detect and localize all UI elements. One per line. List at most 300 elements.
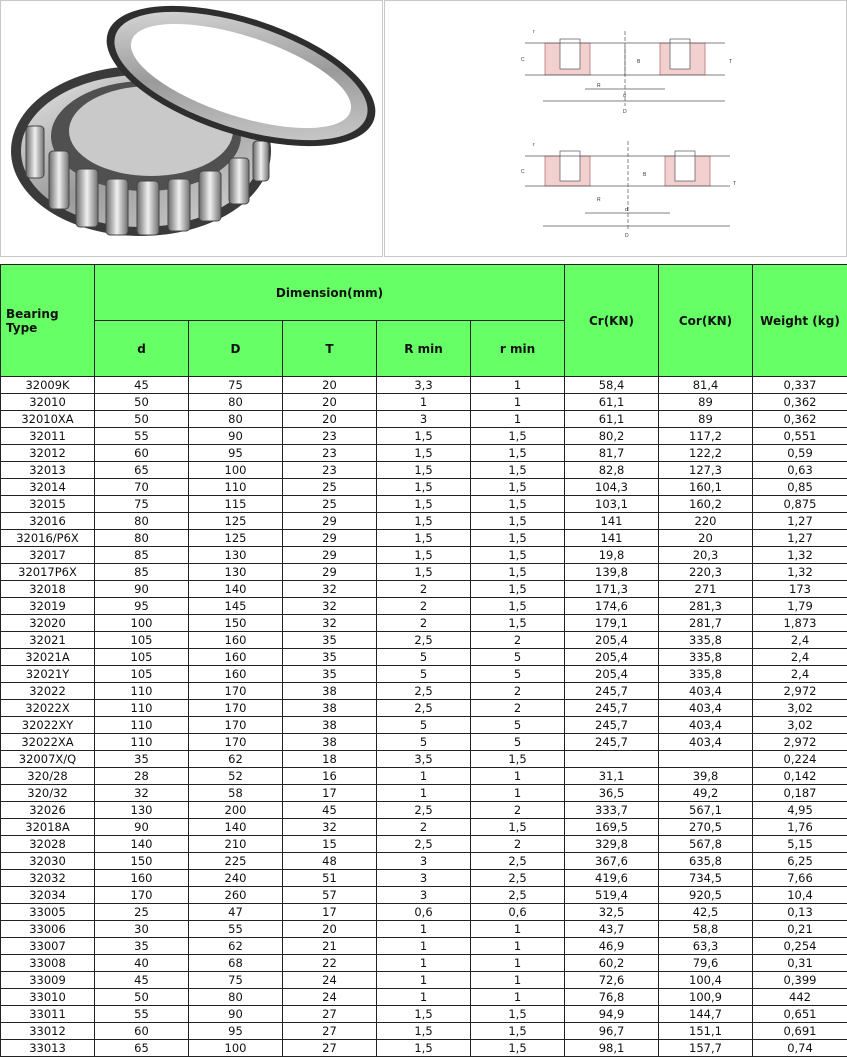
header-T: T xyxy=(283,321,377,377)
cell-cor: 144,7 xyxy=(659,1006,753,1023)
cell-bearing-type: 33006 xyxy=(1,921,95,938)
cell-cr: 179,1 xyxy=(565,615,659,632)
cell-cr: 98,1 xyxy=(565,1040,659,1057)
cell-T: 15 xyxy=(283,836,377,853)
cell-cor: 117,2 xyxy=(659,428,753,445)
cell-r-min: 5 xyxy=(471,649,565,666)
cell-cor: 157,7 xyxy=(659,1040,753,1057)
svg-text:r: r xyxy=(533,142,535,148)
bearing-cross-section-drawing xyxy=(384,0,847,257)
cell-cor: 81,4 xyxy=(659,377,753,394)
cell-weight: 2,4 xyxy=(753,666,847,683)
cell-bearing-type: 32021A xyxy=(1,649,95,666)
cell-R-min: 2,5 xyxy=(377,700,471,717)
cell-cr: 72,6 xyxy=(565,972,659,989)
cell-weight: 0,551 xyxy=(753,428,847,445)
cell-cr: 141 xyxy=(565,530,659,547)
cell-D: 115 xyxy=(189,496,283,513)
cell-R-min: 1 xyxy=(377,785,471,802)
cell-cor: 39,8 xyxy=(659,768,753,785)
cell-cr: 60,2 xyxy=(565,955,659,972)
cell-T: 29 xyxy=(283,530,377,547)
cell-d: 80 xyxy=(95,513,189,530)
table-row xyxy=(1,445,847,462)
cell-R-min: 1,5 xyxy=(377,479,471,496)
cell-T: 38 xyxy=(283,683,377,700)
cell-R-min: 2 xyxy=(377,615,471,632)
cell-weight: 0,63 xyxy=(753,462,847,479)
cell-bearing-type: 32021 xyxy=(1,632,95,649)
cell-cr: 519,4 xyxy=(565,887,659,904)
header-R-min: R min xyxy=(377,321,471,377)
table-row xyxy=(1,530,847,547)
table-row xyxy=(1,1023,847,1040)
cell-D: 100 xyxy=(189,1040,283,1057)
cell-r-min: 1,5 xyxy=(471,598,565,615)
cell-D: 125 xyxy=(189,513,283,530)
cell-R-min: 5 xyxy=(377,717,471,734)
cell-R-min: 1,5 xyxy=(377,530,471,547)
cell-bearing-type: 33008 xyxy=(1,955,95,972)
cell-d: 65 xyxy=(95,462,189,479)
cell-T: 51 xyxy=(283,870,377,887)
cell-R-min: 1,5 xyxy=(377,445,471,462)
cell-r-min: 1,5 xyxy=(471,1006,565,1023)
cell-D: 225 xyxy=(189,853,283,870)
cell-D: 52 xyxy=(189,768,283,785)
bearing-spec-table xyxy=(0,264,847,1057)
cell-d: 140 xyxy=(95,836,189,853)
cell-T: 38 xyxy=(283,717,377,734)
cell-R-min: 2 xyxy=(377,598,471,615)
cell-r-min: 1,5 xyxy=(471,479,565,496)
cell-R-min: 1 xyxy=(377,921,471,938)
cell-r-min: 1,5 xyxy=(471,581,565,598)
cell-D: 47 xyxy=(189,904,283,921)
cell-r-min: 5 xyxy=(471,717,565,734)
cell-cor: 100,4 xyxy=(659,972,753,989)
cell-cor: 403,4 xyxy=(659,734,753,751)
cell-weight: 1,79 xyxy=(753,598,847,615)
cell-D: 170 xyxy=(189,734,283,751)
cell-r-min: 5 xyxy=(471,666,565,683)
cell-r-min: 1 xyxy=(471,785,565,802)
cell-T: 35 xyxy=(283,666,377,683)
cell-weight: 442 xyxy=(753,989,847,1006)
cell-T: 17 xyxy=(283,904,377,921)
cell-d: 60 xyxy=(95,1023,189,1040)
cell-D: 170 xyxy=(189,717,283,734)
cell-weight: 0,31 xyxy=(753,955,847,972)
cell-r-min: 1 xyxy=(471,921,565,938)
cell-weight: 1,27 xyxy=(753,530,847,547)
cell-d: 70 xyxy=(95,479,189,496)
cell-T: 57 xyxy=(283,887,377,904)
cell-r-min: 1 xyxy=(471,989,565,1006)
cell-R-min: 1 xyxy=(377,972,471,989)
svg-text:d: d xyxy=(623,93,626,99)
table-row xyxy=(1,853,847,870)
cell-cr: 171,3 xyxy=(565,581,659,598)
cell-R-min: 1,5 xyxy=(377,428,471,445)
cell-R-min: 1,5 xyxy=(377,513,471,530)
cell-cor: 100,9 xyxy=(659,989,753,1006)
cell-cor: 270,5 xyxy=(659,819,753,836)
cell-R-min: 2,5 xyxy=(377,802,471,819)
table-row xyxy=(1,649,847,666)
cell-cr: 419,6 xyxy=(565,870,659,887)
cell-cr: 81,7 xyxy=(565,445,659,462)
cell-r-min: 1,5 xyxy=(471,445,565,462)
table-row xyxy=(1,836,847,853)
cell-d: 55 xyxy=(95,428,189,445)
cell-D: 170 xyxy=(189,683,283,700)
cell-R-min: 1,5 xyxy=(377,462,471,479)
cell-D: 55 xyxy=(189,921,283,938)
cell-cor xyxy=(659,751,753,768)
cell-cor: 335,8 xyxy=(659,666,753,683)
cell-D: 130 xyxy=(189,564,283,581)
cell-bearing-type: 32022X xyxy=(1,700,95,717)
table-row xyxy=(1,462,847,479)
cell-cr: 61,1 xyxy=(565,411,659,428)
cell-D: 95 xyxy=(189,1023,283,1040)
cell-T: 35 xyxy=(283,649,377,666)
cell-R-min: 3 xyxy=(377,411,471,428)
cell-d: 55 xyxy=(95,1006,189,1023)
cell-T: 32 xyxy=(283,615,377,632)
cell-R-min: 1 xyxy=(377,989,471,1006)
svg-text:T: T xyxy=(733,181,737,187)
table-row xyxy=(1,870,847,887)
cell-weight: 0,875 xyxy=(753,496,847,513)
cell-cr: 31,1 xyxy=(565,768,659,785)
table-row xyxy=(1,751,847,768)
cell-R-min: 2 xyxy=(377,819,471,836)
cell-weight: 0,13 xyxy=(753,904,847,921)
cell-T: 16 xyxy=(283,768,377,785)
cell-cor: 281,7 xyxy=(659,615,753,632)
cell-cor: 89 xyxy=(659,411,753,428)
cell-bearing-type: 32013 xyxy=(1,462,95,479)
svg-text:C: C xyxy=(521,169,525,175)
cell-T: 25 xyxy=(283,479,377,496)
cell-d: 110 xyxy=(95,717,189,734)
cell-weight: 0,254 xyxy=(753,938,847,955)
cell-weight: 0,59 xyxy=(753,445,847,462)
cell-T: 25 xyxy=(283,496,377,513)
cell-weight: 10,4 xyxy=(753,887,847,904)
svg-text:B: B xyxy=(643,172,647,178)
table-row xyxy=(1,564,847,581)
cell-R-min: 5 xyxy=(377,666,471,683)
table-body xyxy=(1,377,847,1057)
cell-r-min: 1,5 xyxy=(471,615,565,632)
cell-R-min: 3 xyxy=(377,887,471,904)
cell-T: 38 xyxy=(283,734,377,751)
cell-r-min: 0,6 xyxy=(471,904,565,921)
cell-bearing-type: 32014 xyxy=(1,479,95,496)
cell-bearing-type: 32018 xyxy=(1,581,95,598)
cell-cor: 79,6 xyxy=(659,955,753,972)
svg-text:d: d xyxy=(625,207,628,213)
cell-cr: 139,8 xyxy=(565,564,659,581)
cell-bearing-type: 33012 xyxy=(1,1023,95,1040)
cell-cr: 333,7 xyxy=(565,802,659,819)
cell-weight: 2,4 xyxy=(753,632,847,649)
cell-weight: 3,02 xyxy=(753,700,847,717)
cell-R-min: 2,5 xyxy=(377,836,471,853)
cell-weight: 7,66 xyxy=(753,870,847,887)
cell-cr: 104,3 xyxy=(565,479,659,496)
cell-r-min: 1,5 xyxy=(471,819,565,836)
cell-cr: 205,4 xyxy=(565,649,659,666)
cell-r-min: 1 xyxy=(471,955,565,972)
cell-weight: 1,32 xyxy=(753,547,847,564)
cell-T: 21 xyxy=(283,938,377,955)
cell-r-min: 2 xyxy=(471,836,565,853)
svg-text:T: T xyxy=(729,59,733,65)
cell-bearing-type: 32032 xyxy=(1,870,95,887)
cell-cr: 103,1 xyxy=(565,496,659,513)
cell-T: 17 xyxy=(283,785,377,802)
cell-D: 140 xyxy=(189,581,283,598)
cell-bearing-type: 33013 xyxy=(1,1040,95,1057)
cell-bearing-type: 32016 xyxy=(1,513,95,530)
cell-r-min: 1 xyxy=(471,938,565,955)
cell-T: 23 xyxy=(283,462,377,479)
cell-cor: 567,8 xyxy=(659,836,753,853)
cell-T: 27 xyxy=(283,1006,377,1023)
cell-cor: 403,4 xyxy=(659,683,753,700)
cell-weight: 0,691 xyxy=(753,1023,847,1040)
cell-R-min: 1,5 xyxy=(377,496,471,513)
cell-weight: 0,74 xyxy=(753,1040,847,1057)
cell-D: 160 xyxy=(189,649,283,666)
cell-bearing-type: 32019 xyxy=(1,598,95,615)
cell-T: 38 xyxy=(283,700,377,717)
cell-d: 30 xyxy=(95,921,189,938)
cell-bearing-type: 32009K xyxy=(1,377,95,394)
cell-cr: 58,4 xyxy=(565,377,659,394)
cell-D: 170 xyxy=(189,700,283,717)
cell-D: 90 xyxy=(189,428,283,445)
table-row xyxy=(1,955,847,972)
cell-R-min: 2,5 xyxy=(377,683,471,700)
cell-d: 40 xyxy=(95,955,189,972)
cell-weight: 6,25 xyxy=(753,853,847,870)
cell-cr: 141 xyxy=(565,513,659,530)
table-row xyxy=(1,615,847,632)
bearing-photo xyxy=(0,0,383,257)
cell-weight: 4,95 xyxy=(753,802,847,819)
cell-D: 160 xyxy=(189,632,283,649)
cell-weight: 2,972 xyxy=(753,734,847,751)
cell-D: 140 xyxy=(189,819,283,836)
svg-text:D: D xyxy=(625,233,629,239)
cell-R-min: 3 xyxy=(377,870,471,887)
cell-R-min: 0,6 xyxy=(377,904,471,921)
cell-cr: 19,8 xyxy=(565,547,659,564)
cell-d: 35 xyxy=(95,938,189,955)
cell-r-min: 2,5 xyxy=(471,870,565,887)
cell-d: 50 xyxy=(95,989,189,1006)
cell-weight: 1,32 xyxy=(753,564,847,581)
cell-cr: 61,1 xyxy=(565,394,659,411)
cell-weight: 0,21 xyxy=(753,921,847,938)
cell-T: 20 xyxy=(283,411,377,428)
table-row xyxy=(1,938,847,955)
cell-d: 35 xyxy=(95,751,189,768)
cell-weight: 0,224 xyxy=(753,751,847,768)
cell-cr: 329,8 xyxy=(565,836,659,853)
cell-weight: 5,15 xyxy=(753,836,847,853)
cell-r-min: 2 xyxy=(471,802,565,819)
cell-d: 160 xyxy=(95,870,189,887)
cell-d: 130 xyxy=(95,802,189,819)
cell-R-min: 1 xyxy=(377,394,471,411)
cell-weight: 2,972 xyxy=(753,683,847,700)
cell-bearing-type: 32021Y xyxy=(1,666,95,683)
cell-R-min: 1 xyxy=(377,955,471,972)
cell-d: 90 xyxy=(95,819,189,836)
table-row xyxy=(1,411,847,428)
cell-r-min: 1,5 xyxy=(471,462,565,479)
cell-R-min: 2 xyxy=(377,581,471,598)
cell-R-min: 5 xyxy=(377,649,471,666)
cell-d: 45 xyxy=(95,972,189,989)
cell-bearing-type: 32018A xyxy=(1,819,95,836)
cell-cor: 49,2 xyxy=(659,785,753,802)
cell-cr: 245,7 xyxy=(565,700,659,717)
cell-d: 110 xyxy=(95,700,189,717)
cell-weight: 0,362 xyxy=(753,411,847,428)
table-row xyxy=(1,581,847,598)
cell-D: 160 xyxy=(189,666,283,683)
cell-cor: 403,4 xyxy=(659,717,753,734)
cell-bearing-type: 32028 xyxy=(1,836,95,853)
header-D: D xyxy=(189,321,283,377)
cell-T: 22 xyxy=(283,955,377,972)
cell-d: 150 xyxy=(95,853,189,870)
cell-D: 100 xyxy=(189,462,283,479)
cell-d: 75 xyxy=(95,496,189,513)
cell-cor: 58,8 xyxy=(659,921,753,938)
cell-d: 85 xyxy=(95,564,189,581)
cell-cor: 42,5 xyxy=(659,904,753,921)
cell-cr: 245,7 xyxy=(565,683,659,700)
cell-r-min: 1 xyxy=(471,411,565,428)
cell-bearing-type: 33009 xyxy=(1,972,95,989)
cell-T: 23 xyxy=(283,428,377,445)
cell-cr: 76,8 xyxy=(565,989,659,1006)
cell-weight: 0,142 xyxy=(753,768,847,785)
cell-D: 80 xyxy=(189,394,283,411)
cell-D: 150 xyxy=(189,615,283,632)
cell-T: 35 xyxy=(283,632,377,649)
header-cr: Cr(KN) xyxy=(565,265,659,377)
table-row xyxy=(1,734,847,751)
cell-cor: 271 xyxy=(659,581,753,598)
cell-R-min: 1 xyxy=(377,938,471,955)
cell-cor: 127,3 xyxy=(659,462,753,479)
svg-text:B: B xyxy=(637,59,641,65)
table-row xyxy=(1,717,847,734)
cell-D: 75 xyxy=(189,377,283,394)
cell-R-min: 1,5 xyxy=(377,1023,471,1040)
cell-r-min: 1,5 xyxy=(471,1023,565,1040)
table-row xyxy=(1,802,847,819)
table-row xyxy=(1,428,847,445)
cell-cr: 94,9 xyxy=(565,1006,659,1023)
header-bearing-type: Bearing Type xyxy=(1,265,95,377)
cell-bearing-type: 32015 xyxy=(1,496,95,513)
header-dimension: Dimension(mm) xyxy=(95,265,565,321)
cell-T: 29 xyxy=(283,547,377,564)
cell-T: 45 xyxy=(283,802,377,819)
table-row xyxy=(1,972,847,989)
header-d: d xyxy=(95,321,189,377)
cell-bearing-type: 32017 xyxy=(1,547,95,564)
cell-R-min: 5 xyxy=(377,734,471,751)
cell-D: 90 xyxy=(189,1006,283,1023)
cell-D: 260 xyxy=(189,887,283,904)
cell-weight: 1,873 xyxy=(753,615,847,632)
cell-d: 105 xyxy=(95,632,189,649)
cell-D: 62 xyxy=(189,751,283,768)
cell-cor: 160,1 xyxy=(659,479,753,496)
cell-bearing-type: 32022XA xyxy=(1,734,95,751)
cell-T: 29 xyxy=(283,564,377,581)
cell-d: 110 xyxy=(95,734,189,751)
cell-cor: 89 xyxy=(659,394,753,411)
cell-D: 62 xyxy=(189,938,283,955)
cell-bearing-type: 32010 xyxy=(1,394,95,411)
cell-cr: 245,7 xyxy=(565,734,659,751)
cell-d: 50 xyxy=(95,411,189,428)
cell-T: 24 xyxy=(283,989,377,1006)
cell-cor: 567,1 xyxy=(659,802,753,819)
cell-T: 23 xyxy=(283,445,377,462)
cell-weight: 0,362 xyxy=(753,394,847,411)
cell-D: 130 xyxy=(189,547,283,564)
cell-D: 240 xyxy=(189,870,283,887)
table-row xyxy=(1,479,847,496)
cell-cr: 96,7 xyxy=(565,1023,659,1040)
cell-r-min: 1 xyxy=(471,377,565,394)
table-row xyxy=(1,768,847,785)
cell-cor: 151,1 xyxy=(659,1023,753,1040)
table-row xyxy=(1,547,847,564)
cell-cr: 205,4 xyxy=(565,666,659,683)
cell-R-min: 1,5 xyxy=(377,547,471,564)
header-r-min: r min xyxy=(471,321,565,377)
cell-d: 32 xyxy=(95,785,189,802)
cell-cr: 205,4 xyxy=(565,632,659,649)
cell-bearing-type: 32026 xyxy=(1,802,95,819)
cell-r-min: 1,5 xyxy=(471,1040,565,1057)
table-row xyxy=(1,513,847,530)
cell-T: 20 xyxy=(283,921,377,938)
cell-r-min: 1,5 xyxy=(471,428,565,445)
cell-T: 18 xyxy=(283,751,377,768)
table-row xyxy=(1,904,847,921)
cell-weight: 0,85 xyxy=(753,479,847,496)
cell-bearing-type: 32030 xyxy=(1,853,95,870)
cell-T: 27 xyxy=(283,1023,377,1040)
cell-d: 28 xyxy=(95,768,189,785)
cell-D: 80 xyxy=(189,411,283,428)
